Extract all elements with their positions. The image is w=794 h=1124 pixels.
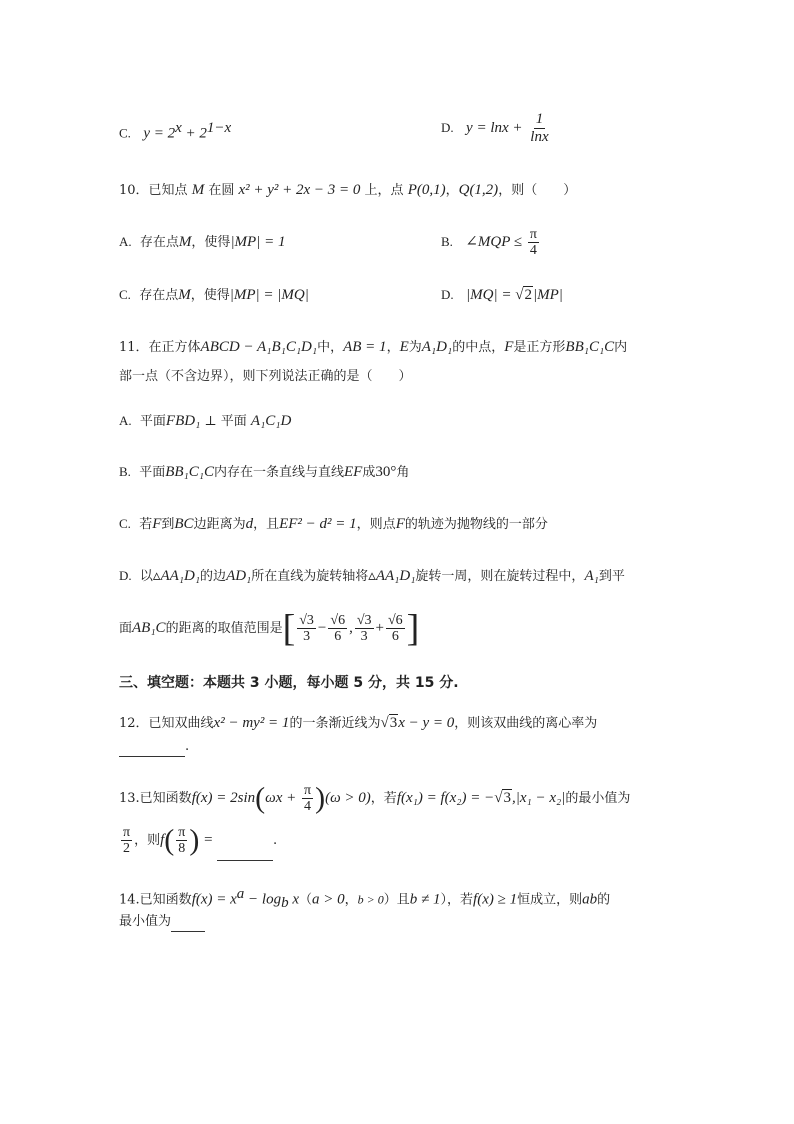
- q11-option-a: A. 平面FBD₁ ⊥ 平面 A₁C₁D: [119, 413, 292, 429]
- q9-option-d: D. y = lnx + $\frac{1}{\ln x}$: [441, 111, 549, 145]
- q11-stem-line1: 11．在正方体ABCD − A₁B₁C₁D₁中，AB = 1，E为A₁D₁的中点，F是正方形BB₁C₁C内: [119, 339, 628, 355]
- q13-stem-line2: $\frac{\pi}{2}$ ，则f( $\frac{\pi}{8}$ ) = .: [119, 820, 277, 861]
- fraction: $\frac{1}{\ln x}$: [530, 111, 549, 145]
- fraction: $\frac{\pi}{8}$: [178, 825, 186, 856]
- fraction: $\frac{√6}{6}$: [387, 613, 403, 644]
- q10-option-d: D. |MQ| = √2|MP|: [441, 287, 563, 303]
- q11-option-d-line2: 面AB₁C的距离的取值范围是[ $\frac{√3}{3}$ − $\frac{√6}{6}$ , $\frac{√3}{3}$ + $\frac{√6}{6}$ ]: [119, 607, 420, 650]
- answer-blank[interactable]: [119, 742, 185, 757]
- q10-option-b: B. ∠MQP ≤ $\frac{\pi}{4}$: [441, 227, 537, 258]
- q9-option-c: C. $y = 2^x + 2^{1-x}$: [119, 120, 232, 142]
- q11-option-b: B. 平面BB₁C₁C内存在一条直线与直线EF成30°角: [119, 464, 410, 480]
- q13-stem-line1: 13.已知函数f(x) = 2sin(ωx + $\frac{\pi}{4}$ )(ω > 0)，若f(x₁) = f(x₂) = −√3,|x₁ − x₂|的最小值为: [119, 781, 631, 815]
- q14-stem-line1: 14.已知函数$f(x) = x^a - \log_b x(a > 0$，b > 0）且b ≠ 1），若f(x) ≥ 1恒成立，则ab的: [119, 886, 611, 911]
- q11-option-c: C. 若F到BC边距离为d，且EF² − d² = 1，则点F的轨迹为抛物线的一部分: [119, 516, 548, 532]
- q12-stem: 12．已知双曲线x² − my² = 1的一条渐近线为√3x − y = 0，则该双曲线的离心率为: [119, 715, 598, 731]
- section-heading: 三、填空题：本题共 3 小题，每小题 5 分，共 15 分.: [119, 675, 459, 691]
- q12-answer-blank[interactable]: .: [119, 737, 189, 757]
- q10-option-a: A. 存在点M，使得|MP| = 1: [119, 234, 286, 250]
- q11-option-d-line1: D. 以▵AA₁D₁的边AD₁所在直线为旋转轴将▵AA₁D₁旋转一周，则在旋转过程中，A₁到平: [119, 568, 625, 584]
- fraction: $\frac{√6}{6}$: [330, 613, 346, 644]
- fraction: $\frac{√3}{3}$: [299, 613, 314, 644]
- q10-stem: 10．已知点 M 在圆 x² + y² + 2x − 3 = 0 上，点 P(0,1)，Q(1,2)，则（ ）: [119, 182, 577, 198]
- fraction: $\frac{√3}{3}$: [356, 613, 372, 644]
- fraction: $\frac{\pi}{4}$: [529, 227, 537, 258]
- q14-stem-line2: 最小值为: [119, 912, 205, 932]
- answer-blank[interactable]: [171, 917, 205, 932]
- fraction: $\frac{\pi}{2}$: [123, 825, 131, 856]
- q10-option-c: C. 存在点M，使得|MP| = |MQ|: [119, 287, 309, 303]
- answer-blank[interactable]: [217, 846, 273, 861]
- fraction: $\frac{\pi}{4}$: [304, 783, 312, 814]
- q11-stem-line2: 部一点（不含边界），则下列说法正确的是（ ）: [119, 369, 412, 384]
